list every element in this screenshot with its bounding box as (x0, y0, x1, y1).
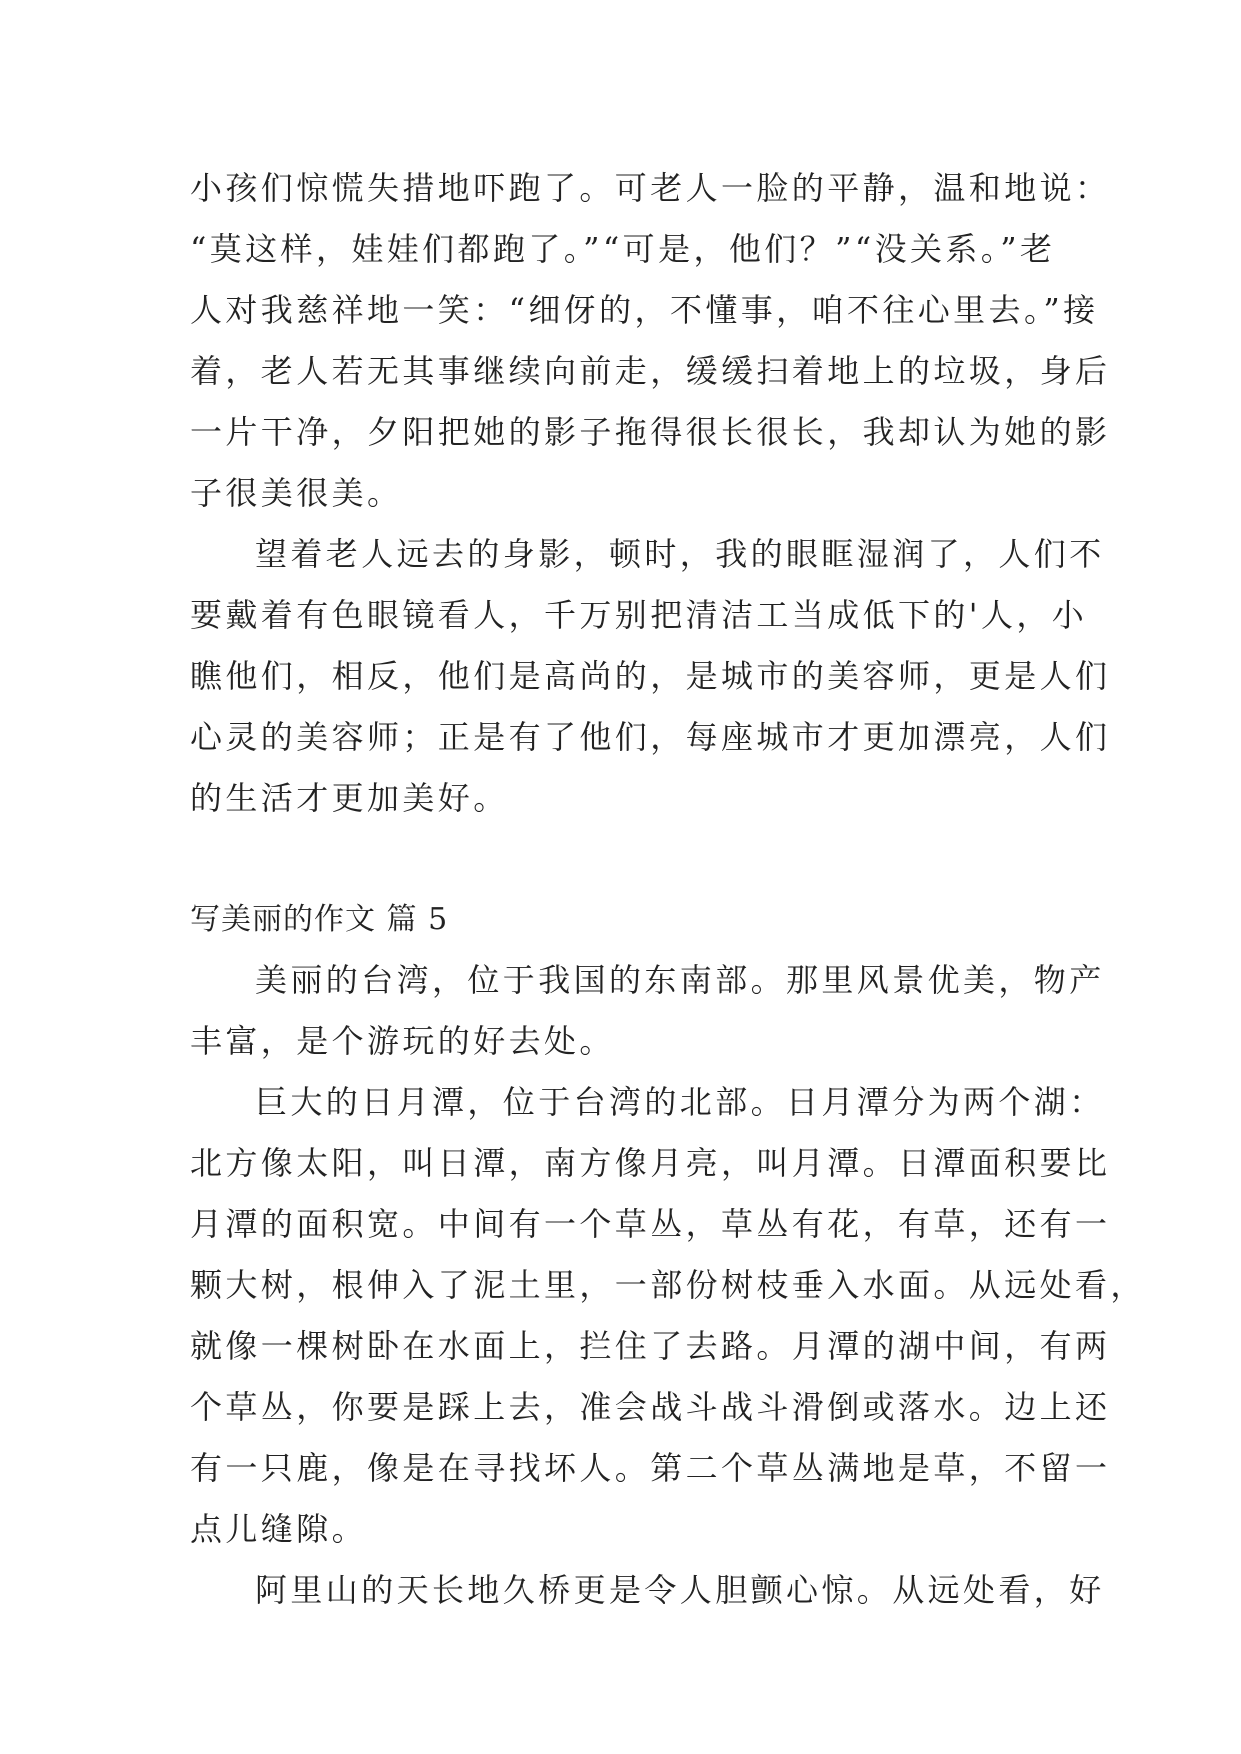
text-line: 阿里山的天长地久桥更是令人胆颤心惊。从远处看，好 (255, 1571, 1105, 1609)
text-line: 美丽的台湾，位于我国的东南部。那里风景优美，物产 (255, 961, 1105, 999)
text-line: 瞧他们，相反，他们是高尚的，是城市的美容师，更是人们 (190, 657, 1111, 695)
text-line: 要戴着有色眼镜看人，千万别把清洁工当成低下的'人，小 (190, 596, 1088, 634)
paragraph-5 (190, 1560, 1105, 1621)
text-line: 子很美很美。 (190, 474, 403, 512)
text-line: 颗大树，根伸入了泥土里，一部份树枝垂入水面。从远处看， (190, 1266, 1146, 1304)
text-line: 心灵的美容师；正是有了他们，每座城市才更加漂亮，人们 (190, 718, 1111, 756)
paragraph-1 (190, 158, 1111, 524)
text-line: 个草丛，你要是踩上去，准会战斗战斗滑倒或落水。边上还 (190, 1388, 1111, 1426)
text-line: 有一只鹿，像是在寻找坏人。第二个草丛满地是草，不留一 (190, 1449, 1111, 1487)
section-spacer (190, 829, 1070, 889)
text-line: 的生活才更加美好。 (190, 779, 509, 817)
text-line: 着，老人若无其事继续向前走，缓缓扫着地上的垃圾，身后 (190, 352, 1111, 390)
text-line: 就像一棵树卧在水面上，拦住了去路。月潭的湖中间，有两 (190, 1327, 1111, 1365)
text-line: 月潭的面积宽。中间有一个草丛，草丛有花，有草，还有一 (190, 1205, 1111, 1243)
text-line: 巨大的日月潭，位于台湾的北部。日月潭分为两个湖： (255, 1083, 1105, 1121)
text-line: 北方像太阳，叫日潭，南方像月亮，叫月潭。日潭面积要比 (190, 1144, 1111, 1182)
paragraph-3 (190, 950, 1105, 1072)
text-line: 点儿缝隙。 (190, 1510, 368, 1548)
text-line: 小孩们惊慌失措地吓跑了。可老人一脸的平静，温和地说： (190, 169, 1111, 207)
text-line: 一片干净，夕阳把她的影子拖得很长很长，我却认为她的影 (190, 413, 1111, 451)
section-heading: 写美丽的作文 篇 5 (190, 902, 449, 937)
paragraph-4 (190, 1072, 1146, 1560)
text-line: 丰富，是个游玩的好去处。 (190, 1022, 615, 1060)
text-line: “莫这样，娃娃们都跑了。”“可是，他们？”“没关系。”老 (190, 230, 1056, 268)
paragraph-2 (190, 524, 1111, 829)
text-line: 人对我慈祥地一笑：“细伢的，不懂事，咱不往心里去。”接 (190, 291, 1099, 329)
text-line: 望着老人远去的身影，顿时，我的眼眶湿润了，人们不 (255, 535, 1105, 573)
document-page (190, 158, 1146, 1621)
